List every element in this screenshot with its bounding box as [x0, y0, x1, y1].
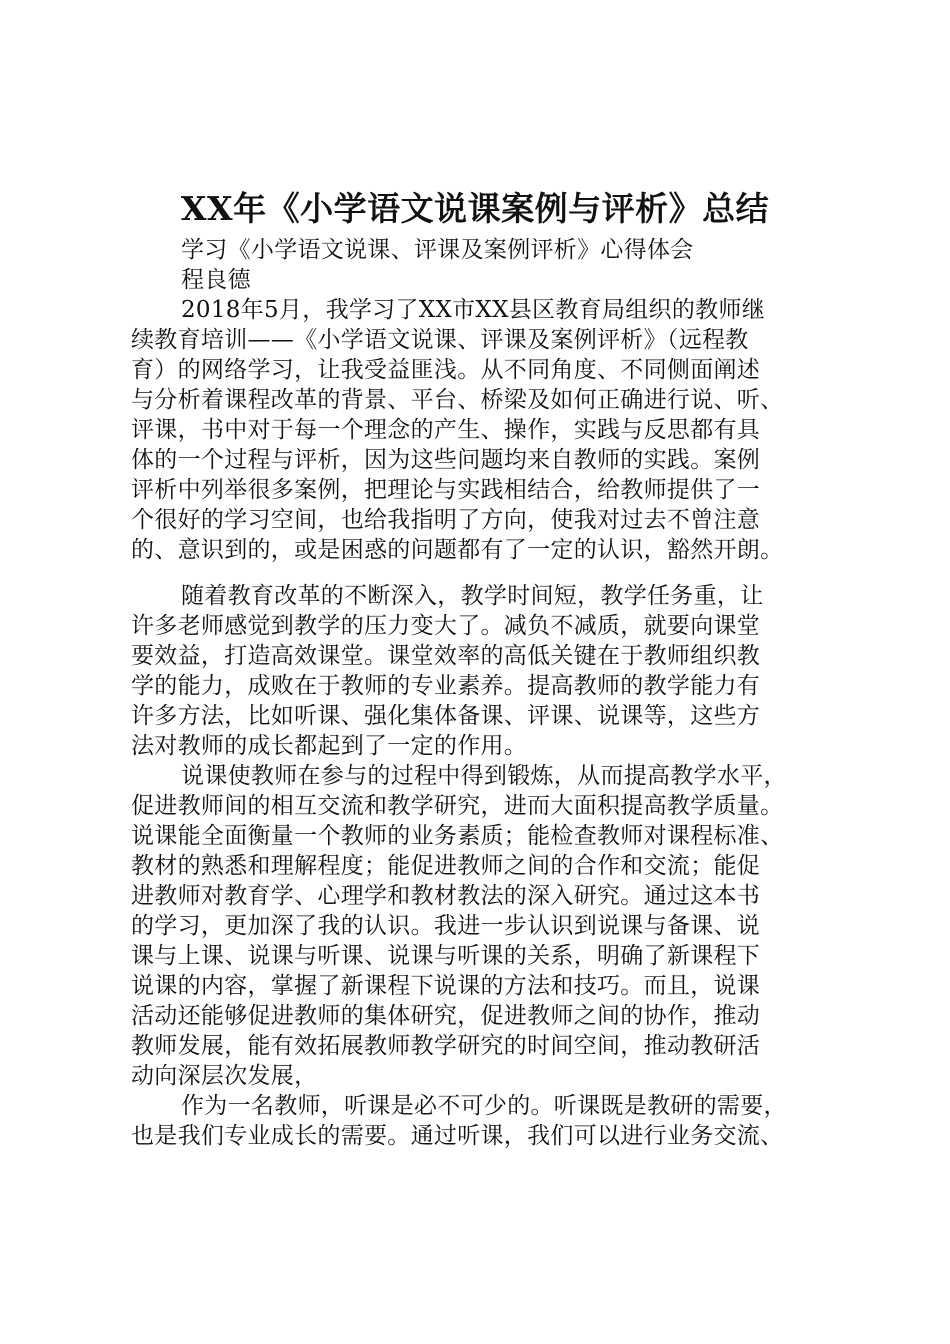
text-line: 许多方法，比如听课、强化集体备课、评课、说课等，这些方 — [131, 703, 761, 729]
text-line: 法对教师的成长都起到了一定的作用。 — [131, 733, 528, 759]
text-line: 学的能力，成败在于教师的专业素养。提高教师的教学能力有 — [131, 673, 761, 699]
text-line: 活动还能够促进教师的集体研究，促进教师之间的协作，推动 — [131, 1003, 761, 1029]
paragraph-1 — [131, 295, 851, 565]
text-line: 说课能全面衡量一个教师的业务素质；能检查教师对课程标准、 — [131, 823, 784, 849]
text-line: 作为一名教师，听课是必不可少的。听课既是教研的需要， — [181, 1093, 787, 1119]
text-line: 也是我们专业成长的需要。通过听课，我们可以进行业务交流、 — [131, 1123, 784, 1149]
paragraph-spacer — [131, 565, 851, 581]
text-line: 与分析着课程改革的背景、平台、桥梁及如何正确进行说、听、 — [131, 387, 784, 413]
text-line: 许多老师感觉到教学的压力变大了。减负不减质，就要向课堂 — [131, 613, 761, 639]
text-line: 随着教育改革的不断深入，教学时间短，教学任务重，让 — [181, 583, 764, 609]
text-line: 的、意识到的，或是困惑的问题都有了一定的认识，豁然开朗。 — [131, 537, 784, 563]
subtitle: 学习《小学语文说课、评课及案例评析》心得体会 — [181, 237, 694, 263]
text-line: 续教育培训——《小学语文说课、评课及案例评析》（远程教 — [131, 327, 749, 353]
text-line: 2018年5月，我学习了XX市XX县区教育局组织的教师继 — [181, 297, 766, 323]
text-line: 促进教师间的相互交流和教学研究，进而大面积提高教学质量。 — [131, 793, 784, 819]
text-line: 要效益，打造高效课堂。课堂效率的高低关键在于教师组织教 — [131, 643, 761, 669]
text-line: 课与上课、说课与听课、说课与听课的关系，明确了新课程下 — [131, 943, 761, 969]
text-line: 进教师对教育学、心理学和教材教法的深入研究。通过这本书 — [131, 883, 761, 909]
text-line: 的学习，更加深了我的认识。我进一步认识到说课与备课、说 — [131, 913, 761, 939]
paragraph-3 — [131, 761, 851, 1091]
document-title: XX年《小学语文说课案例与评析》总结 — [180, 189, 770, 228]
text-line: 说课的内容，掌握了新课程下说课的方法和技巧。而且，说课 — [131, 973, 761, 999]
text-line: 评析中列举很多案例，把理论与实践相结合，给教师提供了一 — [131, 477, 761, 503]
text-line: 育）的网络学习，让我受益匪浅。从不同角度、不同侧面阐述 — [131, 357, 761, 383]
text-line: 说课使教师在参与的过程中得到锻炼，从而提高教学水平， — [181, 763, 787, 789]
text-line: 个很好的学习空间，也给我指明了方向，使我对过去不曾注意 — [131, 507, 761, 533]
text-line: 体的一个过程与评析，因为这些问题均来自教师的实践。案例 — [131, 447, 761, 473]
text-line: 动向深层次发展， — [131, 1063, 318, 1089]
text-line: 教材的熟悉和理解程度；能促进教师之间的合作和交流；能促 — [131, 853, 761, 879]
author-name: 程良德 — [181, 267, 251, 293]
paragraph-2 — [131, 581, 851, 761]
document-body — [131, 235, 851, 1151]
paragraph-4 — [131, 1091, 851, 1151]
text-line: 教师发展，能有效拓展教师教学研究的时间空间，推动教研活 — [131, 1033, 761, 1059]
text-line: 评课，书中对于每一个理念的产生、操作，实践与反思都有具 — [131, 417, 761, 443]
